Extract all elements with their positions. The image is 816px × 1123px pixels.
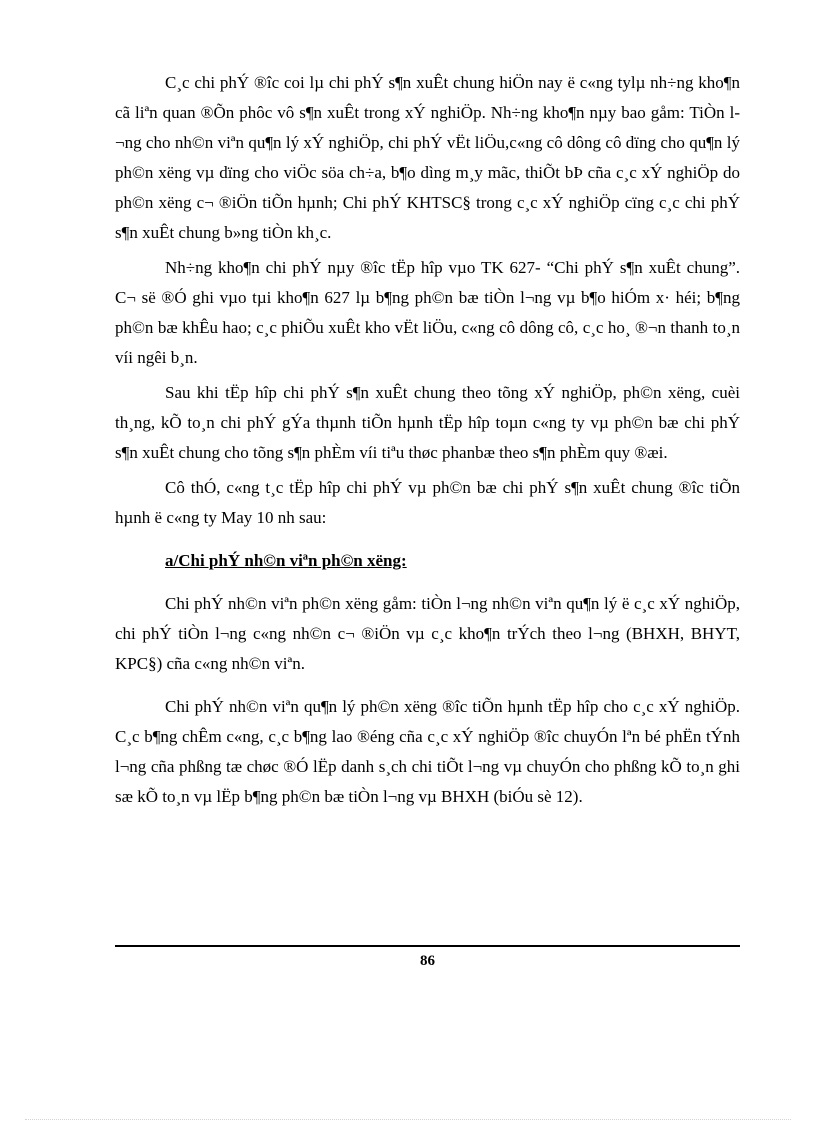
page-bottom-edge — [25, 1119, 791, 1120]
paragraph: Chi phÝ nh©n viªn qu¶n lý ph©n xëng ®îc tiÕn hµnh tËp hîp cho c¸c xÝ nghiÖp. C¸c b¶ng chÊm c«ng, c¸c b¶ng lao ®éng cña c¸c xÝ nghiÖp ®îc chuyÓn lªn bé phËn tÝnh l¬ng cña phßng tæ chøc ®Ó lËp danh s¸ch chi tiÕt l¬ng vµ chuyÓn cho phßng kÕ to¸n ghi sæ kÕ to¸n vµ lËp b¶ng ph©n bæ tiÒn l¬ng vµ BHXH (biÓu sè 12). — [115, 697, 740, 806]
page-body — [115, 68, 740, 812]
paragraph: Nh÷ng kho¶n chi phÝ nµy ®îc tËp hîp vµo TK 627- “Chi phÝ s¶n xuÊt chung”. C¬ së ®Ó ghi vµo tµi kho¶n 627 lµ b¶ng ph©n bæ tiÒn l¬ng vµ b¶o hiÓm x· héi; b¶ng ph©n bæ khÊu hao; c¸c phiÕu xuÊt kho vËt liÖu, c«ng cô dông cô, c¸c ho¸ ®¬n thanh to¸n víi ngêi b¸n. — [115, 258, 740, 367]
paragraph: Chi phÝ nh©n viªn ph©n xëng gåm: tiÒn l¬ng nh©n viªn qu¶n lý ë c¸c xÝ nghiÖp, chi phÝ tiÒn l¬ng c«ng nh©n c¬ ®iÖn vµ c¸c kho¶n trÝch theo l¬ng (BHXH, BHYT, KPC§) cña c«ng nh©n viªn. — [115, 594, 740, 673]
paragraph: C¸c chi phÝ ®îc coi lµ chi phÝ s¶n xuÊt chung hiÖn nay ë c«ng tylµ nh÷ng kho¶n cã liªn quan ®Õn phôc vô s¶n xuÊt trong xÝ nghiÖp. Nh÷ng kho¶n nµy bao gåm: TiÒn l¬ng cho nh©n viªn qu¶n lý xÝ nghiÖp, chi phÝ vËt liÖu,c«ng cô dông cô dïng cho qu¶n lý ph©n xëng vµ dïng cho viÖc söa ch÷a, b¶o dìng m¸y mãc, thiÕt bÞ cña c¸c xÝ nghiÖp do ph©n xëng c¬ ®iÖn tiÕn hµnh; Chi phÝ KHTSC§ trong c¸c xÝ nghiÖp cïng c¸c chi phÝ s¶n xuÊt chung b»ng tiÒn kh¸c. — [115, 73, 740, 242]
paragraph: Cô thÓ, c«ng t¸c tËp hîp chi phÝ vµ ph©n bæ chi phÝ s¶n xuÊt chung ®îc tiÕn hµnh ë c«ng ty May 10 nh sau: — [115, 478, 740, 527]
section-heading — [115, 546, 740, 576]
section-heading-text: a/Chi phÝ nh©n viªn ph©n xëng: — [165, 551, 407, 570]
paragraph: Sau khi tËp hîp chi phÝ s¶n xuÊt chung theo tõng xÝ nghiÖp, ph©n xëng, cuèi th¸ng, kÕ to¸n chi phÝ gÝa thµnh tiÕn hµnh tËp hîp toµn c«ng ty vµ ph©n bæ chi phÝ s¶n xuÊt chung cho tõng s¶n phÈm víi tiªu thøc phanbæ theo s¶n phÈm quy ®æi. — [115, 383, 740, 462]
page-number: 86 — [420, 953, 435, 969]
footer-rule — [115, 945, 740, 947]
